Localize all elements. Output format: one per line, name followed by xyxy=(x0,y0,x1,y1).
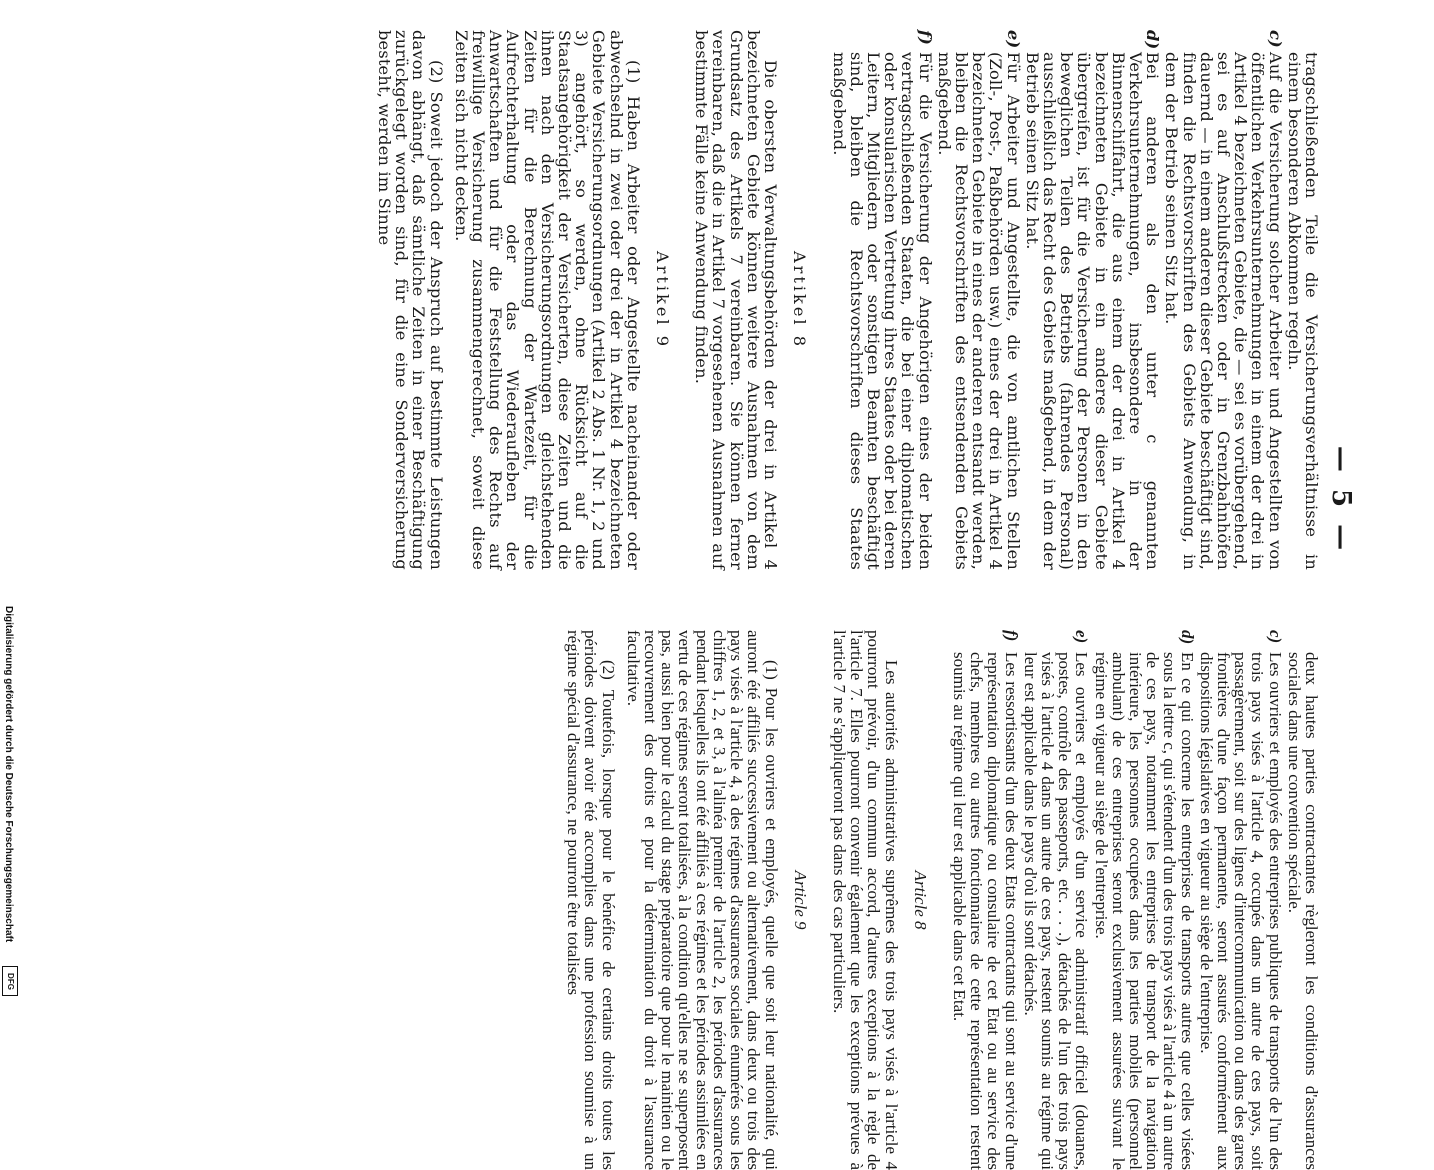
french-item-c xyxy=(1198,630,1284,1170)
french-intro: deux hautes parties contractantes règleront les conditions d'assurances sociales dans une convention spéciale. xyxy=(1284,652,1321,1170)
french-item-e-text: Les ouvriers et employés d'un service administratif officiel (douanes, postes, contrôle des passeports, etc. . . .), détachés de l'un des trois pays visés à l'article 4 dans un autre de ces pays, restent soumis au régime qui leur est applicable dans le pays d'où ils sont détachés. xyxy=(1020,652,1092,1170)
french-article-9-para-1: (1) Pour les ouvriers et employés, quelle que soit leur nationalité, qui auront été affiliés successivement ou alternativement, dans deux ou trois des pays visés à l'article 4, à des régimes d'assurances sociales énumérés sous les chiffres 1, 2, et 3, à l'alinéa premier de l'article 2, les périodes d'assurances pendant lesquelles ils ont été affiliés à ces régimes et les périodes assimilées en vertu de ces régimes seront totalisées, à la condition qu'elles ne se superposent pas, aussi bien pour le calcul du stage préparatoire que pour le maintien ou le recouvrement des droits et pour la détermination du droit à l'assurance facultative. xyxy=(623,630,781,1170)
french-article-9-para-2: (2) Toutefois, lorsque pour le bénéfice de certains droits toutes les périodes doivent avoir été accomplies dans une profession soumise à un régime spécial d'assurance, ne pourront être totalisées xyxy=(564,630,618,1170)
german-item-c xyxy=(1163,30,1283,570)
french-item-d-text: En ce qui concerne les entreprises de transports autres que celles visées sous la lettre c, qui s'étendent d'un des trois pays visés à l'article 4 à un autre de ces pays, notamment les entreprises de transport de la navigation intérieure, les personnes occupées dans les parties mobiles (personnel ambulant) de ces entreprises seront exclusivement assurées suivant le régime en vigueur au siège de l'entreprise. xyxy=(1091,652,1197,1170)
german-article-9-heading: Artikel 9 xyxy=(653,250,673,350)
french-article-8-heading: Article 8 xyxy=(910,870,930,930)
german-item-d-text: Bei anderen als den unter c genannten Verkehrsunternehmungen, insbesondere in der Binnenschiffahrt, die aus einem der drei in Artikel 4 bezeichneten Gebiete in ein anderes dieser Gebiete übergreifen, ist für die Versicherung der Personen in den beweglichen Teilen des Betriebs (fahrendes Personal) ausschließlich das Recht des Gebiets maßgebend, in dem der Betrieb seinen Sitz hat. xyxy=(1022,52,1163,570)
digitization-credit: Digitalisierung gefördert durch die Deutsche Forschungsgemeinschaft xyxy=(3,606,14,943)
item-label-d: d) xyxy=(1177,630,1197,645)
german-item-e-text: Für Arbeiter und Angestellte, die von amtlichen Stellen (Zoll-, Post-, Paßbehörden usw.) eines der drei in Artikel 4 bezeichneten Gebiete in eines der anderen entsandt werden, bleiben die Rechtsvorschriften des entsendenden Gebiets maßgebend. xyxy=(934,52,1023,570)
german-article-8-heading: Artikel 8 xyxy=(790,250,810,350)
german-column xyxy=(376,30,1320,570)
item-label-d: d) xyxy=(1143,30,1163,50)
item-label-f: f) xyxy=(1001,630,1021,642)
german-item-c-text: Auf die Versicherung solcher Arbeiter und Angestellten von öffentlichen Verkehrsunternehmungen in einem der drei in Artikel 4 bezeichneten Gebiete, die — sei es vorübergehend, sei es auf Anschlußstrecken oder in Grenzbahnhöfen dauernd — in einem anderen dieser Gebiete beschäftigt sind, finden die Rechtsvorschriften des Gebiets Anwendung, in dem der Betrieb seinen Sitz hat. xyxy=(1162,52,1285,570)
page-number: — 5 — xyxy=(1326,445,1356,555)
german-article-9-para-2: (2) Soweit jedoch der Anspruch auf bestimmte Leistungen davon abhängt, daß sämtliche Zeiten in einer Beschäftigung zurückgelegt worden sind, für die eine Sonderversicherung besteht, werden im Sinne xyxy=(375,30,446,570)
dfg-logo-text: DFG xyxy=(5,972,15,990)
french-item-f-text: Les ressortissants d'un des deux Etats contractants qui sont au service d'une représentation diplomatique ou consulaire de cet Etat ou au service des chefs, membres ou autres fonctionnaires de cette représentation restent soumis au régime qui leur est applicable dans cet Etat. xyxy=(949,652,1021,1170)
french-article-9-heading: Article 9 xyxy=(790,870,810,930)
french-item-e xyxy=(1022,630,1091,1170)
item-label-c: c) xyxy=(1265,30,1285,48)
french-item-c-text: Les ouvriers et employés des entreprises publiques de transports de l'un des trois pays visés à l'article 4, occupés dans un autre de ces pays, soit passagèrement, soit sur des lignes d'intercommunication ou dans des gares frontières d'une façon permanente, seront assurés conformément aux dispositions législatives en vigueur au siège de l'entreprise. xyxy=(1196,652,1285,1170)
german-article-9-para-1: (1) Haben Arbeiter oder Angestellte nacheinander oder abwechselnd in zwei oder drei der in Artikel 4 bezeichneten Gebiete Versicherungsordnungen (Artikel 2 Abs. 1 Nr. 1, 2 und 3) angehört, so werden, ohne Rücksicht auf die Staatsangehörigkeit der Versicherten, diese Zeiten und die ihnen nach den Versicherungsordnungen gleichstehenden Zeiten für die Berechnung der Wartezeit, für die Aufrechterhaltung oder das Wiederaufleben der Anwartschaften und für die Feststellung des Rechts auf freiwillige Versicherung zusammengerechnet, soweit diese Zeiten sich nicht decken. xyxy=(451,30,643,570)
german-item-e xyxy=(936,30,1022,570)
german-article-8-text: Die obersten Verwaltungsbehörden der drei in Artikel 4 bezeichneten Gebiete können weitere Ausnahmen von dem Grundsatz des Artikels 7 vereinbaren. Sie können ferner vereinbaren, daß die in Artikel 7 vorgesehenen Ausnahmen auf bestimmte Fälle keine Anwendung finden. xyxy=(692,30,781,570)
french-item-d xyxy=(1092,630,1195,1170)
french-item-f xyxy=(951,630,1020,1170)
german-item-d xyxy=(1024,30,1162,570)
german-item-f xyxy=(830,30,933,570)
german-intro: tragschließenden Teile die Versicherungsverhältnisse in einem besonderen Abkommen regeln. xyxy=(1284,52,1321,570)
document-page xyxy=(150,30,1356,1170)
item-label-e: e) xyxy=(1003,30,1023,49)
sidebar-strip xyxy=(0,0,18,1000)
item-label-e: e) xyxy=(1072,630,1092,644)
dfg-logo xyxy=(2,966,18,996)
german-item-f-text: Für die Versicherung der Angehörigen eines der beiden vertragschließenden Staaten, die bei einer diplomatischen oder konsularischen Vertretung ihres Staates oder bei deren Leitern, Mitgliedern oder sonstigen Beamten beschäftigt sind, bleiben die Rechtsvorschriften dieses Staates maßgebend. xyxy=(829,52,935,570)
item-label-f: f) xyxy=(915,30,935,46)
french-column xyxy=(565,630,1320,1170)
item-label-c: c) xyxy=(1265,630,1285,644)
french-article-8-text: Les autorités administratives suprêmes des trois pays visés à l'article 4 pourront prévoir, d'un commun accord, d'autres exceptions à la règle de l'article 7. Elles pourront convenir également que les exceptions prévues à l'article 7 ne s'appliqueront pas dans des cas particuliers. xyxy=(829,630,901,1170)
